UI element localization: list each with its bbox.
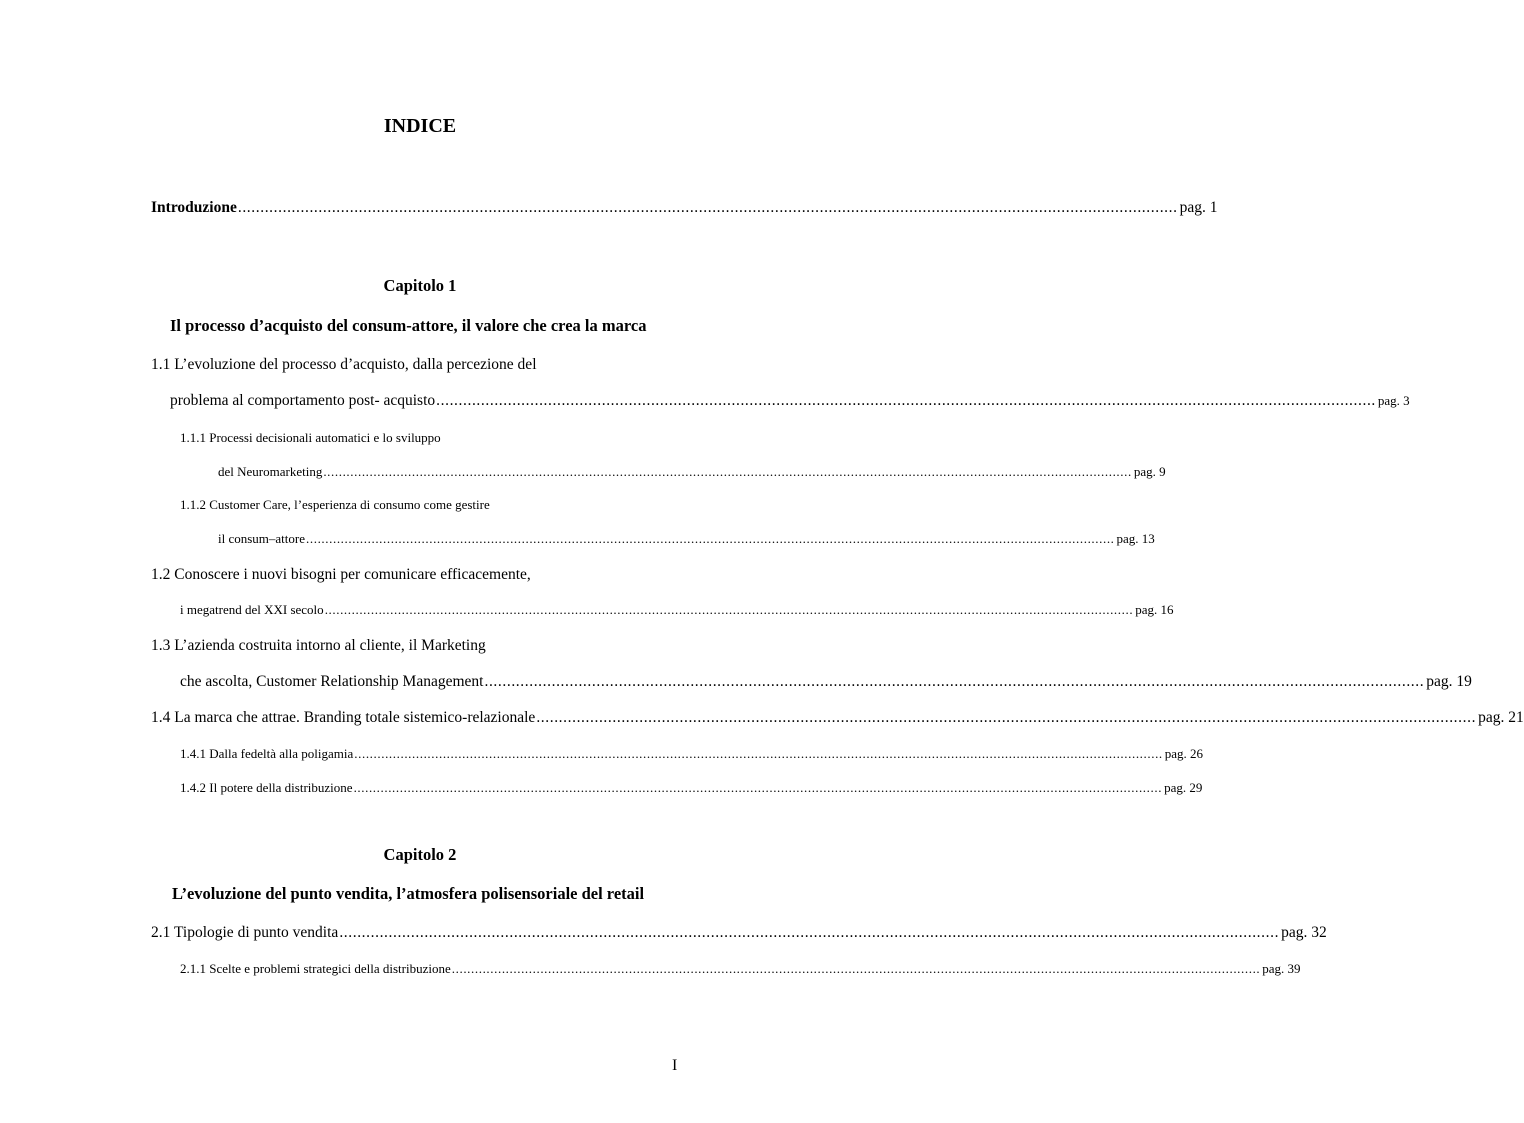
toc-entry-1-2-line1[interactable]: 1.2 Conoscere i nuovi bisogni per comunicare efficacemente, bbox=[151, 566, 531, 583]
toc-leader-dots: .................................................................................................................................................................................................................. bbox=[306, 531, 1115, 546]
chapter-2-heading: Capitolo 2 bbox=[383, 845, 457, 864]
toc-entry-2-1[interactable] bbox=[151, 924, 1327, 942]
toc-leader-dots: .................................................................................................................................................................................................................. bbox=[353, 780, 1163, 795]
toc-leader-dots: .................................................................................................................................................................................................................. bbox=[324, 602, 1134, 617]
toc-entry-1-4-1[interactable] bbox=[180, 746, 1204, 762]
toc-page-number: pag. 21 bbox=[1478, 709, 1524, 726]
toc-page-number: pag. 26 bbox=[1164, 746, 1204, 761]
toc-entry-1-2[interactable] bbox=[180, 602, 1174, 618]
toc-leader-dots: .................................................................................................................................................................................................................. bbox=[323, 464, 1132, 479]
toc-page-number: pag. 1 bbox=[1179, 199, 1218, 216]
toc-entry-1-3-line1[interactable]: 1.3 L’azienda costruita intorno al cliente, il Marketing bbox=[151, 637, 486, 654]
chapter-1-heading: Capitolo 1 bbox=[383, 276, 457, 295]
toc-page-number: pag. 16 bbox=[1135, 602, 1174, 617]
toc-entry-1-1-1-line1[interactable]: 1.1.1 Processi decisionali automatici e lo sviluppo bbox=[180, 430, 441, 445]
toc-leader-dots: .................................................................................................................................................................................................................. bbox=[354, 746, 1163, 761]
toc-entry-label: 1.4.1 Dalla fedeltà alla poligamia bbox=[180, 746, 354, 761]
toc-entry-1-1-2[interactable] bbox=[218, 531, 1155, 547]
toc-entry-label: problema al comportamento post- acquisto bbox=[170, 392, 436, 409]
toc-page-number: pag. 13 bbox=[1116, 531, 1155, 546]
toc-entry-label: 1.4.2 Il potere della distribuzione bbox=[180, 780, 353, 795]
chapter-1-subtitle: Il processo d’acquisto del consum-attore, il valore che crea la marca bbox=[170, 316, 647, 335]
toc-leader-dots: .................................................................................................................................................................................................................. bbox=[339, 924, 1280, 941]
toc-leader-dots: .................................................................................................................................................................................................................. bbox=[536, 709, 1477, 726]
toc-entry-introduzione[interactable] bbox=[151, 199, 1218, 217]
toc-entry-1-3[interactable] bbox=[180, 673, 1472, 691]
toc-page-number: pag. 39 bbox=[1262, 961, 1301, 976]
toc-entry-label: 2.1 Tipologie di punto vendita bbox=[151, 924, 339, 941]
toc-entry-label: 2.1.1 Scelte e problemi strategici della distribuzione bbox=[180, 961, 451, 976]
toc-entry-label: del Neuromarketing bbox=[218, 464, 323, 479]
toc-entry-2-1-1[interactable] bbox=[180, 961, 1301, 977]
toc-entry-label: Introduzione bbox=[151, 199, 237, 216]
toc-entry-label: 1.4 La marca che attrae. Branding totale sistemico-relazionale bbox=[151, 709, 536, 726]
chapter-2-subtitle: L’evoluzione del punto vendita, l’atmosfera polisensoriale del retail bbox=[172, 884, 645, 903]
toc-page-number: pag. 19 bbox=[1426, 673, 1472, 690]
toc-entry-1-4-2[interactable] bbox=[180, 780, 1203, 796]
toc-entry-1-4[interactable] bbox=[151, 709, 1524, 727]
toc-entry-1-1[interactable] bbox=[170, 392, 1410, 410]
toc-page-number: pag. 32 bbox=[1281, 924, 1327, 941]
toc-leader-dots: .................................................................................................................................................................................................................. bbox=[237, 199, 1178, 216]
toc-page-number: pag. 3 bbox=[1377, 393, 1410, 408]
toc-entry-1-1-2-line1[interactable]: 1.1.2 Customer Care, l’esperienza di consumo come gestire bbox=[180, 497, 490, 512]
toc-entry-label: che ascolta, Customer Relationship Management bbox=[180, 673, 484, 690]
toc-entry-1-1-1[interactable] bbox=[218, 464, 1166, 480]
toc-entry-label: il consum–attore bbox=[218, 531, 306, 546]
toc-page-number: pag. 29 bbox=[1164, 780, 1203, 795]
toc-entry-1-1-line1[interactable]: 1.1 L’evoluzione del processo d’acquisto, dalla percezione del bbox=[151, 356, 537, 373]
toc-entry-label: i megatrend del XXI secolo bbox=[180, 602, 324, 617]
toc-leader-dots: .................................................................................................................................................................................................................. bbox=[484, 673, 1425, 690]
toc-page-number: pag. 9 bbox=[1133, 464, 1166, 479]
page-title: INDICE bbox=[383, 115, 457, 137]
toc-leader-dots: .................................................................................................................................................................................................................. bbox=[436, 392, 1376, 409]
page-number: I bbox=[672, 1057, 678, 1074]
toc-leader-dots: .................................................................................................................................................................................................................. bbox=[451, 961, 1261, 976]
